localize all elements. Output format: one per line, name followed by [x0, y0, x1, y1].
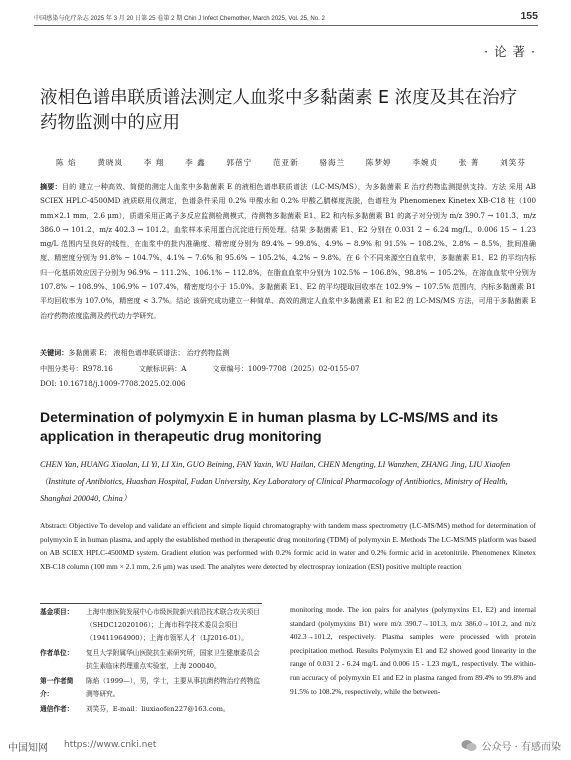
- footnote-text: 复旦大学附属华山医院抗生素研究所，国家卫生健康委员会抗生素临床药理重点实验室，上海 200040。: [86, 649, 260, 670]
- chinese-author: 陈 焰: [56, 158, 77, 167]
- page-number: 155: [520, 10, 538, 22]
- footnote-label: 作者单位：: [40, 649, 74, 657]
- wechat-icon: [461, 739, 477, 752]
- document-code: 文献标识码：A: [138, 364, 187, 373]
- footnote-label: 基金项目：: [40, 608, 74, 616]
- classification-line: [40, 364, 536, 374]
- watermark-text: 公众号 · 有感而染: [481, 742, 561, 753]
- english-title: Determination of polymyxin E in human plasma by LC-MS/MS and its application in therapeutic drug monitoring: [40, 409, 499, 444]
- chinese-author: 范亚新: [272, 158, 299, 167]
- chinese-author: 骆海兰: [319, 158, 346, 167]
- footnote-text: 陈焰（1999—），男，学士，主要从事抗菌药物治疗药物监测等研究。: [86, 677, 261, 698]
- footnote: [40, 647, 262, 673]
- article-number: 文章编号：1009-7708（2025）02-0155-07: [212, 364, 360, 373]
- chinese-abstract: [40, 180, 536, 323]
- wechat-watermark: [461, 738, 561, 753]
- doi: DOI: 10.16718/j.1009-7708.2025.02.006: [40, 379, 186, 388]
- chinese-keywords: [40, 348, 536, 358]
- cnki-url[interactable]: https://www.cnki.net: [64, 740, 157, 750]
- clc-number: 中图分类号：R978.16: [40, 364, 113, 373]
- keywords-text: 多黏菌素 E； 液相色谱串联质谱法； 治疗药物监测: [68, 348, 230, 357]
- english-authors: CHEN Yan, HUANG Xiaolan, LI Yi, LI Xin, GUO Beining, FAN Yaxin, WU Hailan, CHEN Mengting, LI Wanzhen, ZHANG Jing, LIU Xiaofen（Institute of Antibiotics, Huashan Hospital, Fudan University, Key Laboratory of Clinical Pharmacology of Antibiotics, Ministry of Health, Shanghai 200040, China）: [40, 460, 511, 503]
- chinese-author: 李 翔: [143, 158, 165, 167]
- abstract-text: 目的 建立一种高效、简便的测定人血浆中多黏菌素 E 的液相色谱串联质谱法（LC-MS/MS），为多黏菌素 E 治疗药物监测提供支持。方法 采用 AB SCIEX HPLC-4500MD 液质联用仪测定，色谱条件采用 0.2% 甲酸水和 0.2% 甲酸乙腈梯度洗脱，色谱柱为 Phenomenex Kinetex XB-C18 柱（100 mm×2.1 mm，2.6 μm），质谱采用正离子多反应监测检测模式，待测物多黏菌素 E1、E2 和内标多黏菌素 B1 的离子对分别为 m/z 390.7 → 101.3、m/z 386.0 → 101.2、m/z 402.3 → 101.2。血浆样本采用蛋白沉淀进行预处理。结果 多黏菌素 E1、E2 分别在 0.031 2 ~ 6.24 mg/L、0.006 15 ~ 1.23 mg/L 范围内呈良好的线性，在血浆中的批内准确度、精密度分别为 89.4% ~ 99.8%、4.9% ~ 8.9% 和 91.5% ~ 108.2%、2.8% ~ 8.5%，批间准确度、精密度分别为 91.8% ~ 104.7%、4.1% ~ 7.6% 和 95.6% ~ 105.2%、4.2% ~ 9.8%。在 6 个不同来源空白血浆中，多黏菌素 E1、E2 的平均内标归一化基质效应因子分别为 96.9% ~ 111.2%、106.1% ~ 112.8%，在脂血血浆中分别为 102.5% ~ 106.8%、98.8% ~ 105.2%，在溶血血浆中分别为 107.8% ~ 108.9%、106.9% ~ 107.4%，精密度均小于 15.0%。多黏菌素 E1、E2 的平均提取回收率在 102.9% ~ 107.5% 范围内，内标多黏菌素 B1 平均回收率为 107.0%，精密度 < 3.7%。结论 该研究成功建立一种简单、高效的测定人血浆中多黏菌素 E1 和 E2 的 LC-MS/MS 方法，可用于多黏菌素 E 治疗药物浓度监测及药代动力学研究。: [40, 182, 536, 320]
- abstract-label: 摘要：: [40, 182, 62, 191]
- footnotes: [40, 606, 262, 718]
- footnote-label: 第一作者简介：: [40, 677, 74, 698]
- chinese-author: 黄晓岚: [97, 158, 124, 167]
- page-footer: [0, 733, 571, 760]
- footnote-text: 上海申康医院发展中心市级医院新兴前沿技术联合攻关项目（SHDC12020106）；上海市科学技术委员会项目（19411964900）；上海市领军人才（LJ2016-01）。: [86, 608, 260, 642]
- footnote: [40, 703, 262, 716]
- keywords-label: 关键词：: [40, 348, 69, 357]
- header-rule: [34, 25, 538, 26]
- footnote: [40, 606, 262, 645]
- journal-line: 中国感染与化疗杂志 2025 年 3 月 20 日第 25 卷第 2 期 Chin J Infect Chemother, March 2025, Vol. 25, No. 2: [34, 15, 325, 22]
- footnote-text: 刘笑芬，E-mail：liuxiaofen227@163.com。: [86, 705, 230, 713]
- chinese-authors: [56, 157, 526, 168]
- cnki-logo: 中国知网: [8, 743, 48, 754]
- footnote-rule: [40, 603, 262, 604]
- running-header: [34, 10, 538, 22]
- english-abstract-top: Abstract: Objective To develop and validate an efficient and simple liquid chromatography with tandem mass spectrometry (LC-MS/MS) method for determination of polymyxin E in human plasma, and apply the established method in therapeutic drug monitoring (TDM) of polymyxin E. Methods The LC-MS/MS platform was based on AB SCIEX HPLC-4500MD system. Gradient elution was performed with 0.2% formic acid in water and 0.2% formic acid in acetonitrile. Phenomenex Kinetex XB-C18 column (100 mm × 2.1 mm, 2.6 μm) was used. The analytes were detected by electrospray ionization (ESI) positive multiple reaction: [40, 521, 536, 571]
- footnote-label: 通信作者：: [40, 705, 74, 713]
- chinese-title: 液相色谱串联质谱法测定人血浆中多黏菌素 E 浓度及其在治疗药物监测中的应用: [40, 88, 518, 133]
- chinese-author: 张 菁: [458, 158, 480, 167]
- chinese-author: 郭蓓宁: [226, 158, 253, 167]
- english-abstract-right: monitoring mode. The ion pairs for analytes (polymyxins E1, E2) and internal standard (polymyxins B1) were m/z 390.7→101.3, m/z 386.0→101.2, and m/z 402.3→101.2, respectively. Plasma samples were processed with protein precipitation method. Results Polymyxin E1 and E2 showed good linearity in the range of 0.031 2 - 6.24 mg/L and 0.006 15 - 1.23 mg/L, respectively. The within-run accuracy of polymyxin E1 and E2 in plasma ranged from 89.4% to 99.8% and 91.5% to 108.2%, respectively, while the between-: [290, 605, 536, 696]
- chinese-author: 李婉贞: [412, 158, 439, 167]
- chinese-author: 李 鑫: [185, 158, 206, 167]
- footnote: [40, 675, 262, 701]
- chinese-author: 刘笑芬: [500, 158, 526, 167]
- section-label: · 论 著 ·: [484, 44, 536, 59]
- chinese-author: 陈梦婷: [365, 158, 392, 167]
